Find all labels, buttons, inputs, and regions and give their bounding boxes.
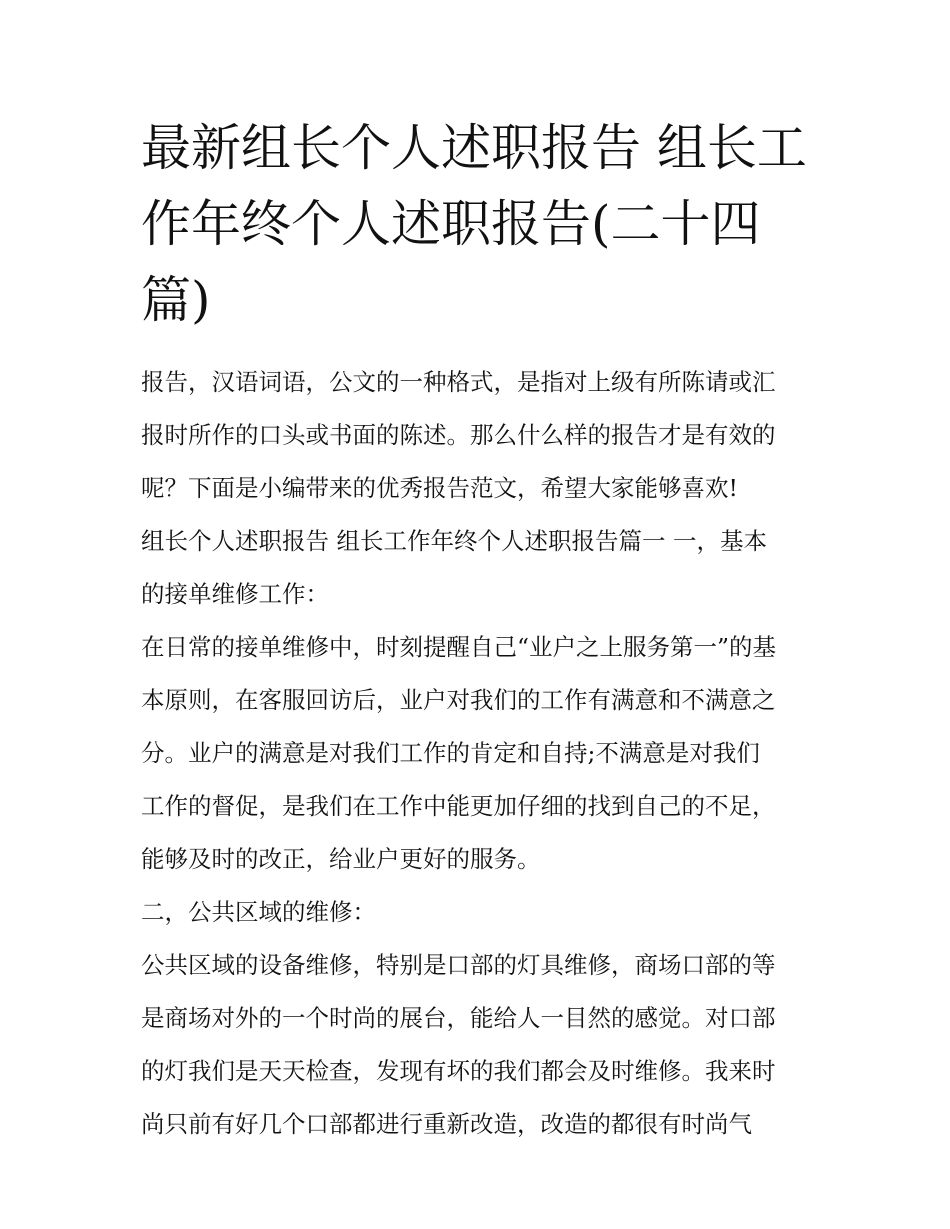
document-page bbox=[141, 110, 813, 1151]
title-line: 作年终个人述职报告(二十四 bbox=[141, 195, 761, 253]
body-line: 工作的督促，是我们在工作中能更加仔细的找到自己的不足， bbox=[141, 792, 776, 820]
section-heading-line: 的接单维修工作： bbox=[141, 580, 329, 608]
body-line: 在日常的接单维修中，时刻提醒自己“业户之上服务第一”的基 bbox=[141, 633, 777, 661]
body-line: 是商场对外的一个时尚的展台，能给人一目然的感觉。对口部 bbox=[141, 1004, 776, 1032]
body-line: 报时所作的口头或书面的陈述。那么什么样的报告才是有效的 bbox=[141, 421, 776, 449]
body-line: 公共区域的设备维修，特别是口部的灯具维修，商场口部的等 bbox=[141, 951, 776, 979]
body-line: 尚只前有好几个口部都进行重新改造，改造的都很有时尚气 bbox=[141, 1110, 752, 1138]
body-line: 分。业户的满意是对我们工作的肯定和自持;不满意是对我们 bbox=[141, 739, 760, 767]
section-heading-line: 二，公共区域的维修： bbox=[141, 898, 376, 926]
body-line: 呢？下面是小编带来的优秀报告范文，希望大家能够喜欢! bbox=[141, 474, 738, 502]
title-line: 最新组长个人述职报告 组长工 bbox=[141, 119, 807, 177]
section-heading-line: 组长个人述职报告 组长工作年终个人述职报告篇一 一，基本 bbox=[141, 527, 767, 555]
body-line: 的灯我们是天天检查，发现有坏的我们都会及时维修。我来时 bbox=[141, 1057, 776, 1085]
document-title bbox=[141, 110, 813, 338]
body-line: 本原则，在客服回访后，业户对我们的工作有满意和不满意之 bbox=[141, 686, 776, 714]
body-line: 能够及时的改正，给业户更好的服务。 bbox=[141, 845, 541, 873]
document-body bbox=[141, 356, 813, 1151]
body-line: 报告，汉语词语，公文的一种格式，是指对上级有所陈请或汇 bbox=[141, 368, 776, 396]
title-line: 篇) bbox=[141, 271, 211, 329]
